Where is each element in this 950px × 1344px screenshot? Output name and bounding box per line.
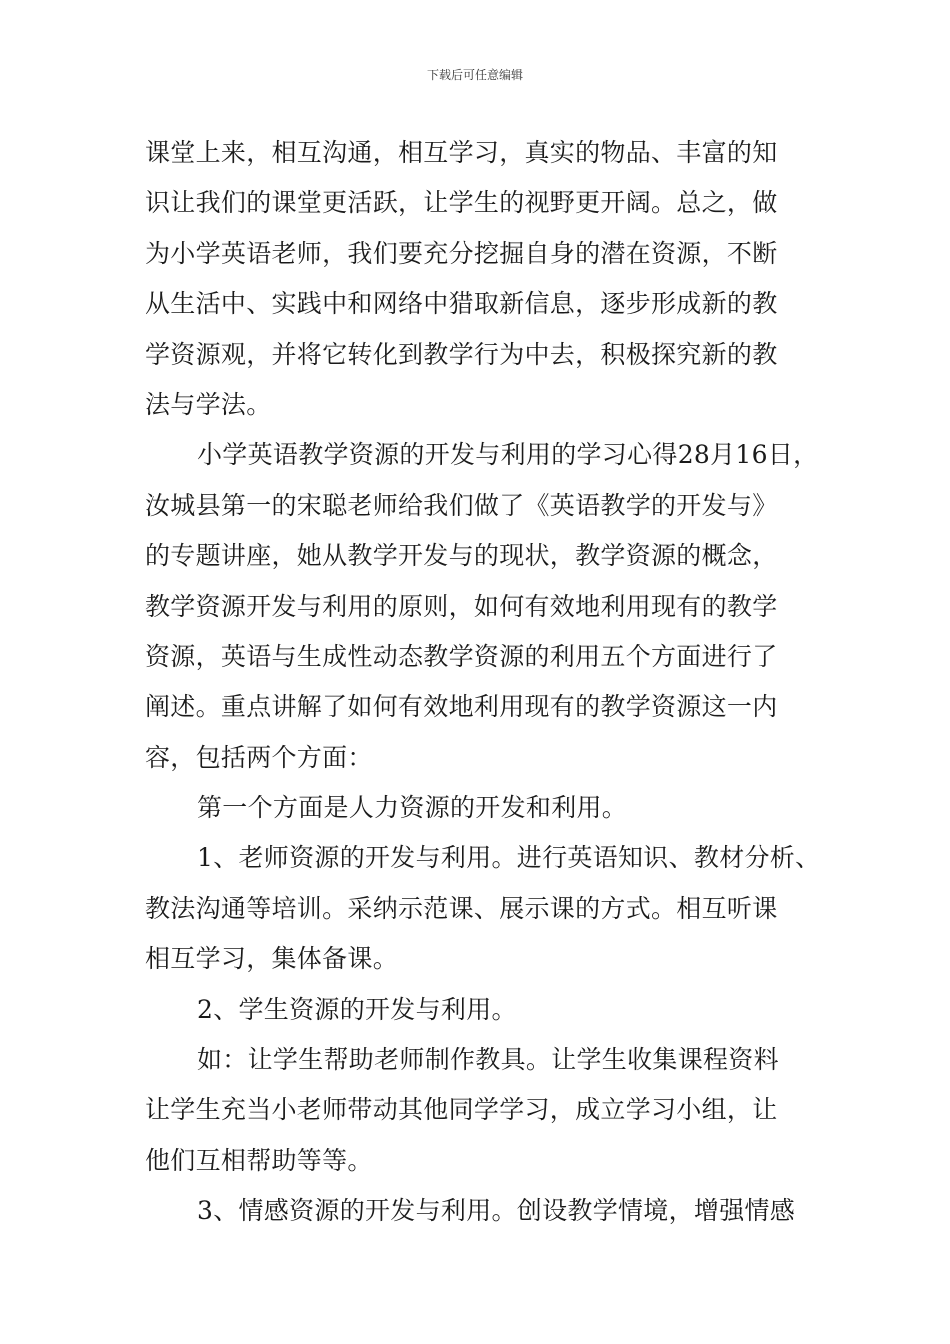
text-line: 教法沟通等培训。采纳示范课、展示课的方式。相互听课 xyxy=(145,893,778,923)
text-line: 资源，英语与生成性动态教学资源的利用五个方面进行了 xyxy=(145,641,778,671)
text-line: 让学生充当小老师带动其他同学学习，成立学习小组，让 xyxy=(145,1095,778,1125)
text-line: 1、老师资源的开发与利用。进行英语知识、教材分析、 xyxy=(197,843,821,873)
text-line: 课堂上来，相互沟通，相互学习，真实的物品、丰富的知 xyxy=(145,138,778,167)
text-line: 教学资源开发与利用的原则，如何有效地利用现有的教学 xyxy=(145,591,778,621)
text-line: 2、学生资源的开发与利用。 xyxy=(197,994,517,1024)
text-line: 第一个方面是人力资源的开发和利用。 xyxy=(197,793,628,823)
text-line: 小学英语教学资源的开发与利用的学习心得28月16日， xyxy=(197,440,819,470)
text-line: 他们互相帮助等等。 xyxy=(145,1145,373,1175)
text-line: 阐述。重点讲解了如何有效地利用现有的教学资源这一内 xyxy=(145,692,778,722)
text-line: 3、情感资源的开发与利用。创设教学情境，增强情感 xyxy=(197,1196,796,1226)
text-line: 容，包括两个方面： xyxy=(145,742,373,772)
text-line: 的专题讲座，她从教学开发与的现状，教学资源的概念， xyxy=(145,541,778,571)
text-line: 为小学英语老师，我们要充分挖掘自身的潜在资源，不断 xyxy=(145,238,778,268)
text-line: 法与学法。 xyxy=(145,389,272,419)
text-line: 相互学习，集体备课。 xyxy=(145,944,399,974)
page-header: 下载后可任意编辑 xyxy=(426,68,523,82)
text-line: 从生活中、实践中和网络中猎取新信息，逐步形成新的教 xyxy=(145,289,778,319)
document-body xyxy=(145,128,821,1237)
text-line: 如：让学生帮助老师制作教具。让学生收集课程资料 xyxy=(197,1045,779,1075)
text-line: 汝城县第一的宋聪老师给我们做了《英语教学的开发与》 xyxy=(145,490,778,520)
text-line: 识让我们的课堂更活跃，让学生的视野更开阔。总之，做 xyxy=(145,188,778,218)
text-line: 学资源观，并将它转化到教学行为中去，积极探究新的教 xyxy=(145,339,778,369)
